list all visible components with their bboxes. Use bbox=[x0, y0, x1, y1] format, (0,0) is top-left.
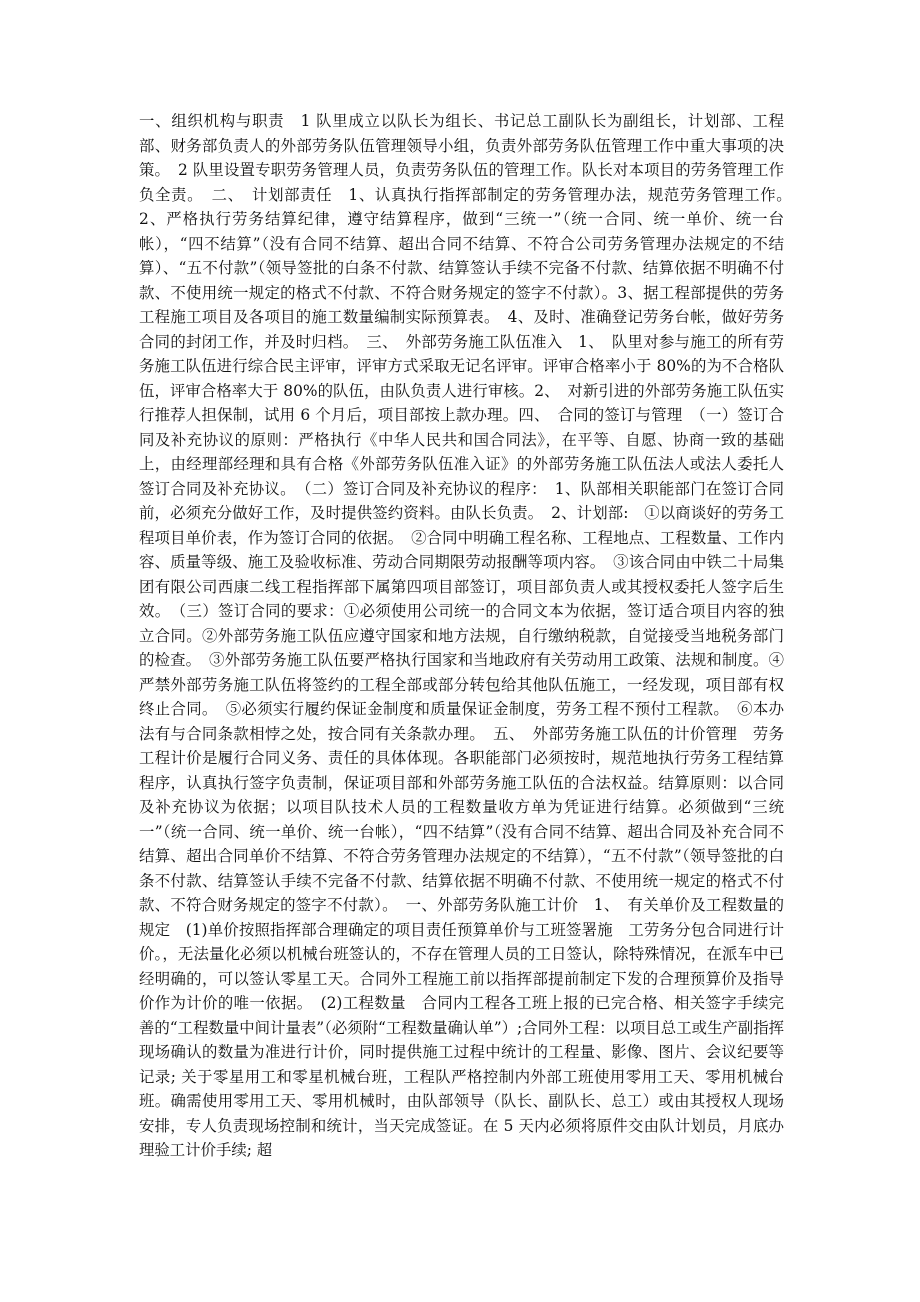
document-body-text: 一、组织机构与职责 1 队里成立以队长为组长、书记总工副队长为副组长，计划部、工程部、财务部负责人的外部劳务队伍管理领导小组，负责外部劳务队伍管理工作中重大事项的决策。 2 队里设置专职劳务管理人员，负责劳务队伍的管理工作。队长对本项目的劳务管理工作负全责。 二、 计划部责任 1、认真执行指挥部制定的劳务管理办法，规范劳务管理工作。 2、严格执行劳务结算纪律，遵守结算程序，做到“三统一”（统一合同、统一单价、统一台帐），“四不结算”（没有合同不结算、超出合同不结算、不符合公司劳务管理办法规定的不结算）、“五不付款”（领导签批的白条不付款、结算签认手续不完备不付款、结算依据不明确不付款、不使用统一规定的格式不付款、不符合财务规定的签字不付款）。3、据工程部提供的劳务工程施工项目及各项目的施工数量编制实际预算表。 4、及时、准确登记劳务台帐，做好劳务合同的封闭工作，并及时归档。 三、 外部劳务施工队伍准入 1、 队里对参与施工的所有劳务施工队伍进行综合民主评审，评审方式采取无记名评审。评审合格率小于 80%的为不合格队伍，评审合格率大于 80%的队伍，由队负责人进行审核。2、 对新引进的外部劳务施工队伍实行推荐人担保制，试用 6 个月后，项目部按上款办理。四、 合同的签订与管理 （一）签订合同及补充协议的原则：严格执行《中华人民共和国合同法》，在平等、自愿、协商一致的基础上，由经理部经理和具有合格《外部劳务队伍准入证》的外部劳务施工队伍法人或法人委托人签订合同及补充协议。 （二）签订合同及补充协议的程序： 1、队部相关职能部门在签订合同前，必须充分做好工作，及时提供签约资料。由队长负责。 2、计划部: ①以商谈好的劳务工程项目单价表，作为签订合同的依据。 ②合同中明确工程名称、工程地点、工程数量、工作内容、质量等级、施工及验收标准、劳动合同期限劳动报酬等项内容。 ③该合同由中铁二十局集团有限公司西康二线工程指挥部下属第四项目部签订，项目部负责人或其授权委托人签字后生效。 （三）签订合同的要求：①必须使用公司统一的合同文本为依据，签订适合项目内容的独立合同。②外部劳务施工队伍应遵守国家和地方法规，自行缴纳税款，自觉接受当地税务部门的检查。 ③外部劳务施工队伍要严格执行国家和当地政府有关劳动用工政策、法规和制度。④严禁外部劳务施工队伍将签约的工程全部或部分转包给其他队伍施工，一经发现，项目部有权终止合同。 ⑤必须实行履约保证金制度和质量保证金制度，劳务工程不预付工程款。 ⑥本办法有与合同条款相悖之处，按合同有关条款办理。 五、 外部劳务施工队伍的计价管理 劳务工程计价是履行合同义务、责任的具体体现。各职能部门必须按时，规范地执行劳务工程结算程序，认真执行签字负责制，保证项目部和外部劳务施工队伍的合法权益。结算原则：以合同及补充协议为依据；以项目队技术人员的工程数量收方单为凭证进行结算。必须做到“三统一”（统一合同、统一单价、统一台帐），“四不结算”（没有合同不结算、超出合同及补充合同不结算、超出合同单价不结算、不符合劳务管理办法规定的不结算），“五不付款”（领导签批的白条不付款、结算签认手续不完备不付款、结算依据不明确不付款、不使用统一规定的格式不付款、不符合财务规定的签字不付款）。 一、外部劳务队施工计价 1、 有关单价及工程数量的规定 (1)单价按照指挥部合理确定的项目责任预算单价与工班签署施 工劳务分包合同进行计价。，无法量化必须以机械台班签认的，不存在管理人员的工日签认，除特殊情况，在派车中已经明确的，可以签认零星工天。合同外工程施工前以指挥部提前制定下发的合理预算价及指导价作为计价的唯一依据。 (2)工程数量 合同内工程各工班上报的已完合格、相关签字手续完善的“工程数量中间计量表”（必须附“工程数量确认单”）;合同外工程：以项目总工或生产副指挥现场确认的数量为准进行计价，同时提供施工过程中统计的工程量、影像、图片、会议纪要等记录; 关于零星用工和零星机械台班，工程队严格控制内外部工班使用零用工天、零用机械台班。确需使用零用工天、零用机械时，由队部领导（队长、副队长、总工）或由其授权人现场安排，专人负责现场控制和统计，当天完成签证。在 5 天内必须将原件交由队计划员，月底办理验工计价手续; 超 bbox=[139, 112, 800, 1159]
